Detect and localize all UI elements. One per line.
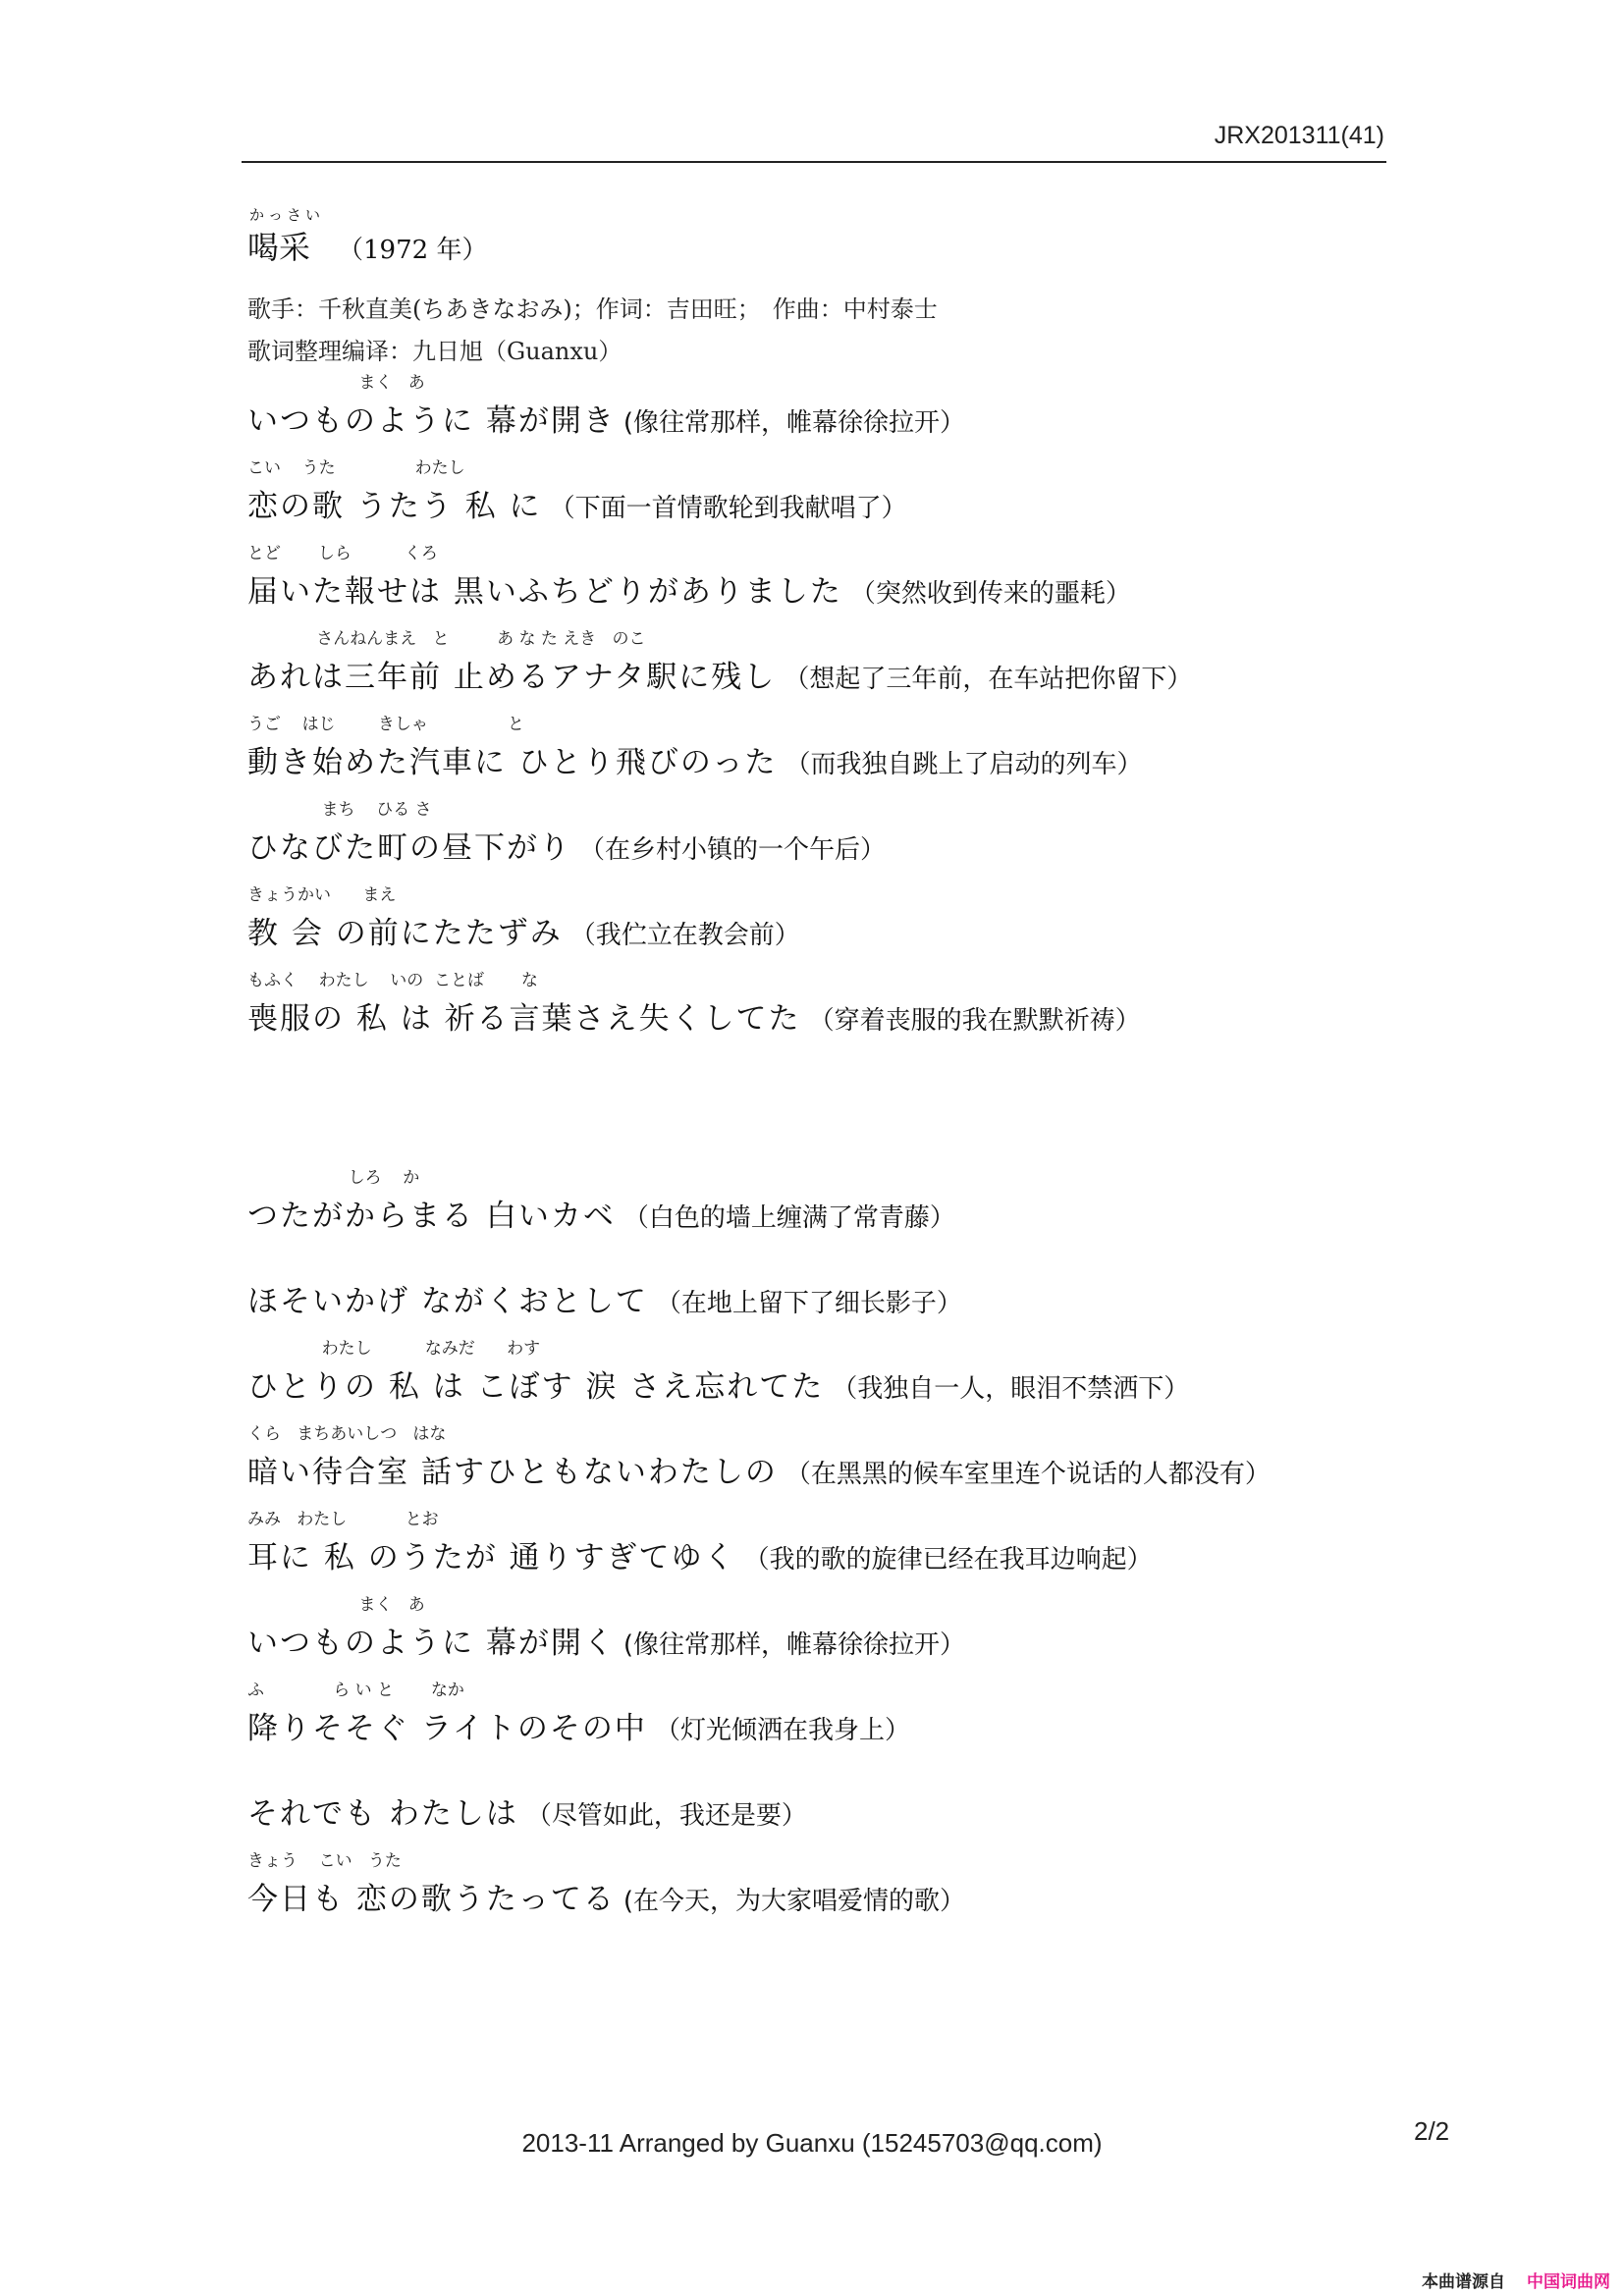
japanese-lyric: 降りそそぐ ライトのその中 xyxy=(247,1711,647,1746)
japanese-lyric: ほそいかげ ながくおとして xyxy=(247,1284,648,1319)
japanese-lyric: 恋の歌 うたう 私 に xyxy=(247,489,542,524)
chinese-translation: （下面一首情歌轮到我献唱了） xyxy=(549,494,907,523)
lyrics-body xyxy=(247,368,1386,1932)
lyric-line xyxy=(247,368,1386,454)
japanese-lyric: ひなびた町の昼下がり xyxy=(247,830,571,866)
chinese-translation: (在今天，为大家唱爱情的歌） xyxy=(623,1887,966,1916)
chinese-translation: （在地上留下了细长影子） xyxy=(655,1289,962,1318)
lyric-line xyxy=(247,1163,1386,1249)
japanese-lyric: いつものように 幕が開く xyxy=(247,1626,616,1661)
furigana: ふ ら い と なか xyxy=(247,1681,464,1700)
japanese-lyric: いつものように 幕が開き xyxy=(247,403,616,439)
furigana: まち ひる さ xyxy=(247,800,432,820)
lyric-line xyxy=(247,1846,1386,1932)
lyric-text xyxy=(247,1620,1386,1669)
site-watermark xyxy=(1422,2268,1610,2292)
chinese-translation: （白色的墙上缠满了常青藤） xyxy=(623,1203,955,1233)
watermark-source: 本曲谱源自 xyxy=(1422,2272,1505,2292)
song-title: 喝采 xyxy=(247,229,311,266)
furigana: まく あ xyxy=(247,373,425,393)
lyric-line xyxy=(247,1505,1386,1590)
lyric-line xyxy=(247,710,1386,795)
page-number: 2/2 xyxy=(1414,2116,1450,2146)
lyric-line xyxy=(247,1761,1386,1846)
lyric-text xyxy=(247,568,1386,617)
stanza-gap xyxy=(247,1051,1386,1163)
japanese-lyric: ひとりの 私 は こぼす 涙 さえ忘れてた xyxy=(247,1369,825,1405)
title-block xyxy=(247,204,487,272)
furigana: まく あ xyxy=(247,1595,425,1615)
watermark-site: 中国词曲网 xyxy=(1527,2272,1610,2292)
lyric-line xyxy=(247,1676,1386,1761)
lyric-line xyxy=(247,966,1386,1051)
chinese-translation: （想起了三年前，在车站把你留下） xyxy=(784,665,1193,694)
lyric-text xyxy=(247,1876,1386,1925)
lyric-text xyxy=(247,1193,1386,1242)
furigana: わたし なみだ わす xyxy=(247,1339,541,1359)
japanese-lyric: 暗い待合室 話すひともないわたしの xyxy=(247,1455,778,1490)
lyric-line xyxy=(247,1334,1386,1419)
lyric-text xyxy=(247,654,1386,703)
furigana: きょうかい まえ xyxy=(247,885,397,905)
footer-credit: 2013-11 Arranged by Guanxu (15245703@qq.com) xyxy=(521,2128,1103,2158)
chinese-translation: (像往常那样，帷幕徐徐拉开） xyxy=(623,408,966,438)
chinese-translation: （而我独自跳上了启动的列车） xyxy=(785,750,1143,779)
chinese-translation: （我伫立在教会前） xyxy=(569,921,800,950)
furigana: もふく わたし いの ことば な xyxy=(247,971,538,990)
lyric-line xyxy=(247,1590,1386,1676)
japanese-lyric: 今日も 恋の歌うたってる xyxy=(247,1882,616,1917)
chinese-translation: （穿着丧服的我在默默祈祷） xyxy=(808,1006,1141,1036)
chinese-translation: (像往常那样，帷幕徐徐拉开） xyxy=(623,1630,966,1660)
lyric-text xyxy=(247,398,1386,447)
title-ruby: かっさい xyxy=(249,206,325,224)
japanese-lyric: 届いた報せは 黒いふちどりがありました xyxy=(247,574,842,610)
japanese-lyric: 耳に 私 のうたが 通りすぎてゆく xyxy=(247,1540,736,1575)
lyric-text xyxy=(247,739,1386,788)
furigana: とど しら くろ xyxy=(247,544,438,563)
furigana: こい うた わたし xyxy=(247,458,465,478)
lyric-text xyxy=(247,1363,1386,1413)
song-editor: 歌词整理编译：九日旭（Guanxu） xyxy=(247,338,623,365)
lyric-line xyxy=(247,539,1386,624)
chinese-translation: （在黑黑的候车室里连个说话的人都没有） xyxy=(785,1460,1271,1489)
document-code: JRX201311(41) xyxy=(1214,122,1384,149)
lyric-text xyxy=(247,995,1386,1044)
lyric-text xyxy=(247,1449,1386,1498)
song-credits: 歌手：千秋直美(ちあきなおみ)；作词：吉田旺； 作曲：中村泰士 xyxy=(247,295,938,323)
lyric-text xyxy=(247,1705,1386,1754)
japanese-lyric: それでも わたしは xyxy=(247,1796,518,1832)
lyric-stanza xyxy=(247,1163,1386,1932)
song-title-line xyxy=(247,226,487,272)
japanese-lyric: あれは三年前 止めるアナタ駅に残し xyxy=(247,660,777,695)
lyric-line xyxy=(247,454,1386,539)
lyric-line xyxy=(247,1249,1386,1334)
furigana: さんねんまえ と あ な た えき のこ xyxy=(247,629,646,649)
song-year: （1972 年） xyxy=(338,236,488,265)
chinese-translation: （我的歌的旋律已经在我耳边响起） xyxy=(743,1545,1153,1575)
furigana: くら まちあいしつ はな xyxy=(247,1424,447,1444)
lyric-line xyxy=(247,1419,1386,1505)
lyric-text xyxy=(247,483,1386,532)
lyric-line xyxy=(247,624,1386,710)
furigana: うご はじ きしゃ と xyxy=(247,715,524,734)
furigana: しろ か xyxy=(247,1168,420,1188)
header-rule xyxy=(242,161,1386,163)
furigana xyxy=(247,1761,1386,1790)
japanese-lyric: 喪服の 私 は 祈る言葉さえ失くしてた xyxy=(247,1001,801,1037)
lyric-stanza xyxy=(247,368,1386,1051)
chinese-translation: （灯光倾洒在我身上） xyxy=(654,1716,910,1745)
chinese-translation: （在乡村小镇的一个午后） xyxy=(579,835,887,865)
lyric-text xyxy=(247,1790,1386,1840)
chinese-translation: （突然收到传来的噩耗） xyxy=(849,579,1131,609)
lyric-text xyxy=(247,1534,1386,1583)
lyric-line xyxy=(247,795,1386,881)
japanese-lyric: 教 会 の前にたたずみ xyxy=(247,916,563,951)
japanese-lyric: つたがからまる 白いカベ xyxy=(247,1199,616,1234)
furigana xyxy=(247,1249,1386,1278)
lyric-text xyxy=(247,910,1386,959)
lyric-text xyxy=(247,825,1386,874)
chinese-translation: （我独自一人，眼泪不禁洒下） xyxy=(832,1374,1190,1404)
lyric-line xyxy=(247,881,1386,966)
furigana: きょう こい うた xyxy=(247,1851,402,1871)
japanese-lyric: 動き始めた汽車に ひとり飛びのった xyxy=(247,745,778,780)
furigana: みみ わたし とお xyxy=(247,1510,439,1529)
chinese-translation: （尽管如此，我还是要） xyxy=(525,1801,807,1831)
lyric-text xyxy=(247,1278,1386,1327)
